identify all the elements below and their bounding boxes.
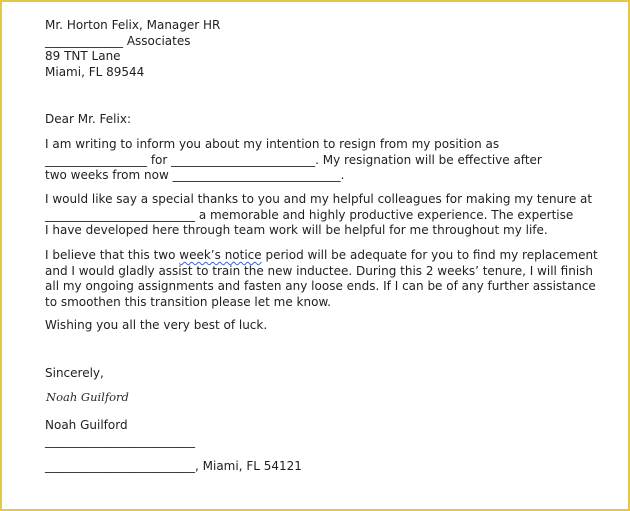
paragraph2-line2: _________________________ a memorable and highly productive experience. The expertise bbox=[45, 208, 574, 222]
paragraph3-line3: all my ongoing assignments and fasten any loose ends. If I can be of any further assistance bbox=[45, 279, 596, 293]
wishes-line: Wishing you all the very best of luck. bbox=[45, 318, 268, 332]
paragraph1-line3: two weeks from now ____________________________. bbox=[45, 168, 345, 182]
paragraph2-line1: I would like say a special thanks to you and my helpful colleagues for making my tenure at bbox=[45, 192, 593, 206]
paragraph1-line2: _________________ for ________________________. My resignation will be effective after bbox=[45, 153, 542, 167]
signer-name: Noah Guilford bbox=[45, 418, 128, 432]
closing: Sincerely, bbox=[45, 366, 104, 380]
salutation: Dear Mr. Felix: bbox=[45, 112, 131, 126]
signer-address: _________________________, Miami, FL 54121 bbox=[45, 459, 302, 473]
paragraph3-line1-end: period will be adequate for you to find my replacement bbox=[261, 248, 598, 262]
paragraph1-line1: I am writing to inform you about my intention to resign from my position as bbox=[45, 137, 500, 151]
recipient-city: Miami, FL 89544 bbox=[45, 65, 145, 79]
grammar-flagged-phrase[interactable]: week’s notice bbox=[179, 248, 262, 262]
signer-blank-line: _________________________ bbox=[45, 434, 195, 448]
paragraph3-line4: to smoothen this transition please let me know. bbox=[45, 295, 331, 309]
handwritten-signature: Noah Guilford bbox=[46, 390, 129, 404]
paragraph3-line2: and I would gladly assist to train the new inductee. During this 2 weeks’ tenure, I will finish bbox=[45, 264, 594, 278]
paragraph3-line1 bbox=[45, 248, 598, 264]
recipient-street: 89 TNT Lane bbox=[45, 49, 121, 63]
paragraph2-line3: I have developed here through team work will be helpful for me throughout my life. bbox=[45, 223, 548, 237]
recipient-company-line: _____________ Associates bbox=[45, 34, 191, 48]
recipient-name-line: Mr. Horton Felix, Manager HR bbox=[45, 18, 221, 32]
paragraph3-line1-start: I believe that this two bbox=[45, 248, 180, 262]
